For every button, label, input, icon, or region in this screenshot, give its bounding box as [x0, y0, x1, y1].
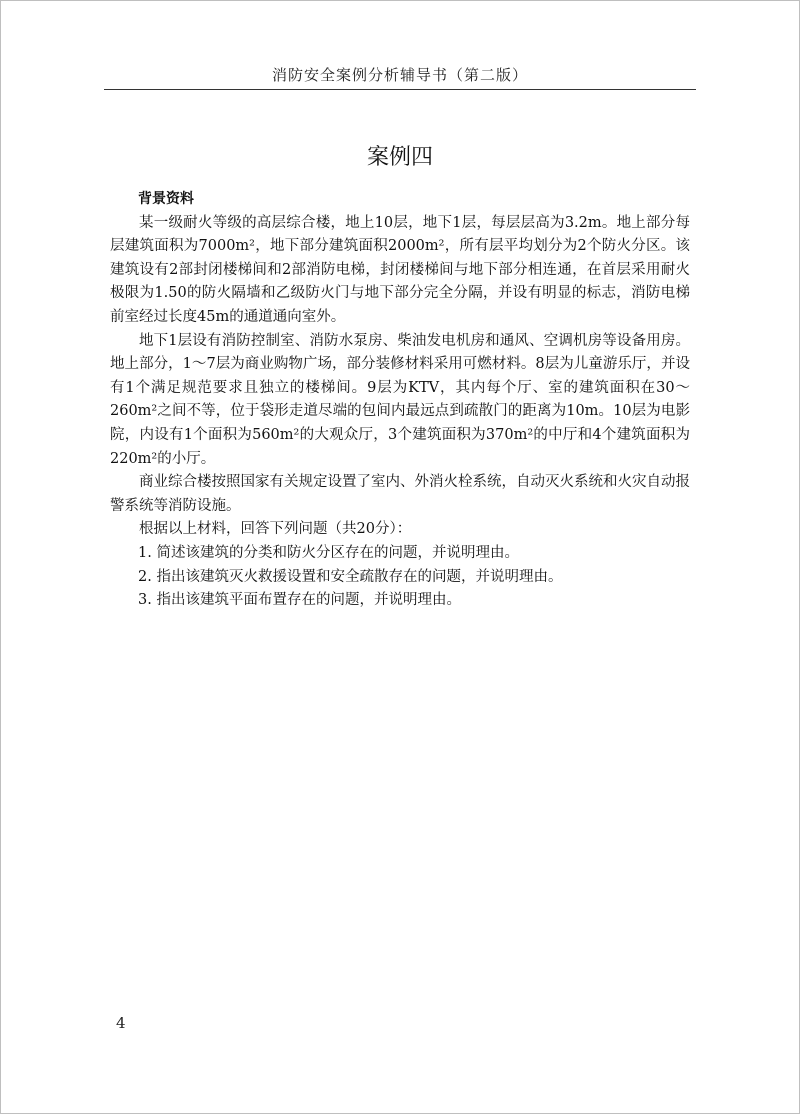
header-rule: [104, 89, 696, 90]
paragraph-fire-facilities: 商业综合楼按照国家有关规定设置了室内、外消火栓系统，自动灭火系统和火灾自动报警系统等消防设施。: [110, 474, 690, 514]
section-heading: 背景资料: [138, 191, 194, 207]
case-title: 案例四: [366, 145, 433, 170]
page-number: 4: [116, 1014, 126, 1032]
paragraph-floor-usage: 地下1层设有消防控制室、消防水泵房、柴油发电机房和通风、空调机房等设备用房。地上部分，1～7层为商业购物广场，部分装修材料采用可燃材料。8层为儿童游乐厅，并设有1个满足规范要求且独立的楼梯间。9层为KTV，其内每个厅、室的建筑面积在30～260m²之间不等，位于袋形走道尽端的包间内最远点到疏散门的距离为10m。10层为电影院，内设有1个面积为560m²的大观众厅，3个建筑面积为370m²的中厅和4个建筑面积为220m²的小厅。: [110, 332, 690, 467]
question-item: 3. 指出该建筑平面布置存在的问题，并说明理由。: [138, 592, 461, 609]
question-item: 1. 简述该建筑的分类和防火分区存在的问题，并说明理由。: [138, 544, 519, 561]
paragraph-building-overview: 某一级耐火等级的高层综合楼，地上10层，地下1层，每层层高为3.2m。地上部分每层建筑面积为7000m²，地下部分建筑面积2000m²，所有层平均划分为2个防火分区。该建筑设有2部封闭楼梯间和2部消防电梯，封闭楼梯间与地下部分相连通，在首层采用耐火极限为1.50的防火隔墙和乙级防火门与地下部分完全分隔，并设有明显的标志，消防电梯前室经过长度45m的通道通向室外。: [110, 214, 690, 325]
paragraph-instructions: 根据以上材料，回答下列问题（共20分）：: [139, 521, 412, 538]
question-item: 2. 指出该建筑灭火救援设置和安全疏散存在的问题，并说明理由。: [138, 568, 563, 585]
document-body: [110, 188, 690, 613]
running-header: 消防安全案例分析辅导书（第二版）: [271, 66, 528, 84]
